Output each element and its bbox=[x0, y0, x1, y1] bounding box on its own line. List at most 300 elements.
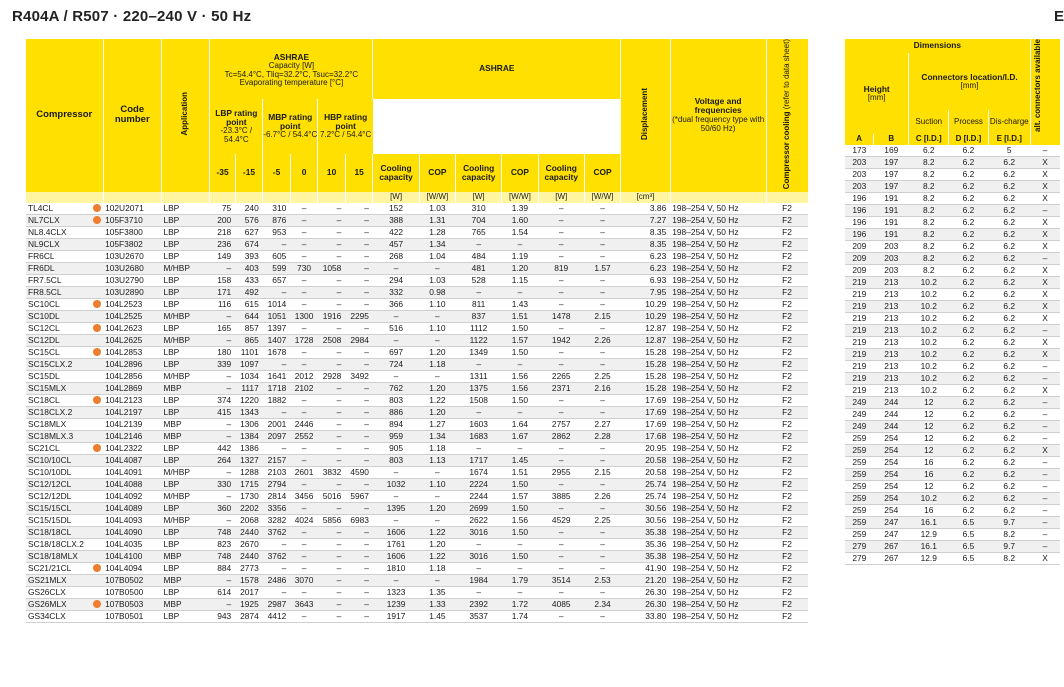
cell-process: 6.2 bbox=[962, 241, 975, 252]
cell-suction: 6.2 bbox=[922, 145, 935, 156]
cell-compressor bbox=[26, 514, 103, 526]
cell-cooling: F2 bbox=[782, 202, 792, 213]
dim-table-row bbox=[845, 313, 1060, 325]
cell-height-a: 203 bbox=[845, 181, 874, 193]
cell-mbp-cop: 1.50 bbox=[511, 346, 529, 357]
cell-application: M/HBP bbox=[163, 514, 190, 525]
cell-height-a: 203 bbox=[845, 157, 874, 169]
cell-application: LBP bbox=[161, 286, 209, 298]
cell-discharge: 6.2 bbox=[1003, 217, 1016, 228]
dim-table-row bbox=[845, 397, 1060, 409]
cell-suction: 10.2 bbox=[909, 301, 949, 313]
cell-temp-minus15: 1578 bbox=[235, 574, 263, 586]
cell-application: MBP bbox=[163, 418, 182, 429]
cell-displacement: 35.36 bbox=[645, 538, 667, 549]
cell-mbp-cop: 1.20 bbox=[502, 262, 538, 274]
cell-voltage: 198–254 V, 50 Hz bbox=[670, 310, 766, 322]
cell-voltage: 198–254 V, 50 Hz bbox=[672, 202, 739, 213]
cell-code: 104L2525 bbox=[103, 310, 161, 322]
cell-discharge: 5 bbox=[1006, 145, 1012, 156]
cell-temp-minus5: 953 bbox=[272, 226, 287, 237]
cell-cooling: F2 bbox=[766, 550, 808, 562]
cell-temp-15: – bbox=[364, 322, 369, 333]
cell-mbp-cooling: 2244 bbox=[469, 490, 488, 501]
cell-lbp-cooling: 1323 bbox=[386, 586, 406, 597]
cell-temp-10: 2508 bbox=[318, 334, 346, 346]
cell-temp-minus15: 1288 bbox=[240, 466, 259, 477]
cell-displacement: 26.30 bbox=[645, 586, 667, 597]
cell-hbp-cop: 1.57 bbox=[584, 262, 620, 274]
cell-temp-minus35: 943 bbox=[217, 610, 232, 621]
table-row bbox=[26, 334, 808, 346]
cell-lbp-cooling: – bbox=[393, 466, 399, 477]
cell-lbp-cooling: – bbox=[393, 370, 399, 381]
cell-temp-0: 1300 bbox=[290, 310, 318, 322]
cell-process: 6.2 bbox=[949, 397, 989, 409]
cell-temp-minus15: 1220 bbox=[240, 394, 259, 405]
cell-alt-connectors: X bbox=[1030, 229, 1060, 241]
cell-suction: 16 bbox=[924, 505, 934, 516]
cell-alt-connectors: – bbox=[1030, 253, 1060, 265]
compressor-name: SC15/15CL bbox=[28, 502, 72, 513]
cell-cooling: F2 bbox=[766, 478, 808, 490]
cell-lbp-cooling: 294 bbox=[389, 274, 404, 285]
cell-code: 104L4035 bbox=[105, 538, 143, 549]
cell-temp-0: – bbox=[290, 478, 318, 490]
cell-temp-minus35: 330 bbox=[210, 478, 235, 490]
header-application: Application bbox=[161, 39, 209, 192]
cell-temp-minus15: 865 bbox=[235, 334, 263, 346]
cell-temp-minus5: 1014 bbox=[267, 298, 287, 309]
cell-lbp-cooling: 762 bbox=[373, 382, 419, 394]
cell-height-a: 249 bbox=[845, 421, 874, 433]
dim-table-row bbox=[845, 145, 1060, 157]
cell-temp-minus15: 615 bbox=[244, 298, 259, 309]
cell-mbp-cop: 1.51 bbox=[502, 310, 538, 322]
cell-code: 103U2790 bbox=[105, 274, 144, 285]
cell-voltage: 198–254 V, 50 Hz bbox=[672, 466, 739, 477]
cell-temp-10: – bbox=[336, 562, 342, 573]
cell-temp-minus5: 3762 bbox=[263, 550, 291, 562]
header-process: Process bbox=[949, 110, 989, 134]
cell-temp-minus5: 310 bbox=[272, 202, 287, 213]
cell-suction: 16.1 bbox=[909, 517, 949, 529]
header-compressor: Compressor bbox=[26, 39, 103, 192]
cell-suction: 16 bbox=[924, 457, 934, 468]
cell-application: M/HBP bbox=[161, 310, 209, 322]
cell-temp-10: – bbox=[318, 406, 346, 418]
cell-discharge: 6.2 bbox=[1003, 265, 1016, 276]
cell-alt-connectors: – bbox=[1030, 517, 1060, 529]
cell-temp-10: – bbox=[318, 238, 346, 250]
compressor-name: SC10/10DL bbox=[28, 466, 72, 477]
cell-cooling: F2 bbox=[782, 514, 792, 525]
cell-temp-10: – bbox=[336, 586, 342, 597]
cell-temp-minus15: 2440 bbox=[235, 550, 263, 562]
compressor-name: FR8.5CL bbox=[28, 286, 62, 297]
cell-temp-10: – bbox=[318, 478, 346, 490]
cell-process: 6.2 bbox=[949, 229, 989, 241]
cell-height-a: 209 bbox=[845, 253, 874, 265]
cell-cooling: F2 bbox=[766, 406, 808, 418]
cell-discharge: 6.2 bbox=[988, 205, 1030, 217]
cell-lbp-cooling: – bbox=[373, 334, 419, 346]
cell-temp-15: – bbox=[364, 418, 369, 429]
cell-hbp-cop: – bbox=[600, 586, 605, 597]
cell-temp-minus5: 1718 bbox=[263, 382, 291, 394]
cell-temp-minus35: – bbox=[226, 514, 232, 525]
cell-cooling: F2 bbox=[766, 334, 808, 346]
cell-temp-0: – bbox=[290, 502, 318, 514]
cell-lbp-cooling: 1395 bbox=[373, 502, 419, 514]
cell-lbp-cooling: 332 bbox=[373, 286, 419, 298]
cell-temp-0: – bbox=[290, 454, 318, 466]
cell-mbp-cooling: 837 bbox=[456, 310, 502, 322]
cell-suction: 12.9 bbox=[920, 553, 937, 564]
header-suction: Suction bbox=[909, 110, 949, 134]
cell-temp-minus35: 158 bbox=[217, 274, 232, 285]
table-row bbox=[26, 394, 808, 406]
cell-application: LBP bbox=[163, 610, 180, 621]
cell-application: M/HBP bbox=[163, 490, 190, 501]
cell-height-a: 219 bbox=[845, 325, 874, 337]
cell-temp-minus5: – bbox=[263, 238, 291, 250]
cell-code: 104L2856 bbox=[105, 370, 143, 381]
cell-temp-minus35: 75 bbox=[221, 202, 232, 213]
cell-temp-10: – bbox=[336, 298, 342, 309]
cell-code: 104L2197 bbox=[103, 406, 161, 418]
cell-code: 107B0503 bbox=[103, 598, 161, 610]
compressor-name: SC15CLX.2 bbox=[28, 358, 73, 369]
cell-temp-10: – bbox=[318, 382, 346, 394]
cell-discharge: 9.7 bbox=[988, 541, 1030, 553]
cell-temp-minus5: 2001 bbox=[267, 418, 287, 429]
table-row bbox=[26, 262, 808, 274]
cell-mbp-cooling: – bbox=[456, 286, 502, 298]
cell-lbp-cop: 1.20 bbox=[429, 346, 446, 357]
new-model-dot-icon bbox=[93, 216, 101, 224]
cell-discharge: 6.2 bbox=[1003, 193, 1016, 204]
cell-displacement: 15.28 bbox=[621, 358, 671, 370]
cell-process: 6.2 bbox=[949, 253, 989, 265]
cell-temp-minus35: 442 bbox=[217, 442, 232, 453]
cell-mbp-cooling: 3537 bbox=[469, 610, 488, 621]
cell-height-a: 259 bbox=[852, 433, 867, 444]
cell-cooling: F2 bbox=[782, 322, 792, 333]
cell-voltage: 198–254 V, 50 Hz bbox=[672, 298, 739, 309]
cell-voltage: 198–254 V, 50 Hz bbox=[672, 610, 739, 621]
cell-lbp-cop: 1.18 bbox=[429, 562, 446, 573]
cell-application: LBP bbox=[163, 322, 180, 333]
cell-temp-15: – bbox=[364, 562, 369, 573]
table-row bbox=[26, 466, 808, 478]
cell-height-b: 244 bbox=[874, 421, 909, 433]
cell-height-a: 219 bbox=[845, 373, 874, 385]
cell-compressor bbox=[26, 250, 103, 262]
cell-hbp-cooling: – bbox=[538, 550, 584, 562]
cell-lbp-cop: 1.20 bbox=[419, 382, 455, 394]
new-model-dot-icon bbox=[93, 324, 101, 332]
cell-height-a: 219 bbox=[845, 301, 874, 313]
cell-temp-minus15: 393 bbox=[244, 250, 259, 261]
cell-alt-connectors: – bbox=[1030, 373, 1060, 385]
cell-cooling: F2 bbox=[782, 370, 792, 381]
new-model-dot-icon bbox=[93, 600, 101, 608]
cell-compressor bbox=[26, 203, 103, 215]
compressor-name: FR7.5CL bbox=[28, 274, 62, 285]
cell-temp-minus15: 1097 bbox=[235, 358, 263, 370]
cell-height-b: 213 bbox=[884, 337, 899, 348]
cell-displacement: 6.93 bbox=[649, 274, 667, 285]
cell-lbp-cooling: 886 bbox=[373, 406, 419, 418]
cell-temp-0: – bbox=[290, 238, 318, 250]
cell-displacement: 20.58 bbox=[645, 466, 667, 477]
cell-temp-10: – bbox=[336, 442, 342, 453]
cell-temp-minus35: 180 bbox=[217, 346, 232, 357]
compressor-name: SC18/18MLX bbox=[28, 550, 78, 561]
cell-cooling: F2 bbox=[766, 358, 808, 370]
cell-temp-minus35: – bbox=[226, 418, 232, 429]
cell-alt-connectors: X bbox=[1042, 313, 1048, 324]
cell-temp-minus35: 116 bbox=[217, 298, 232, 309]
cell-discharge: 6.2 bbox=[1003, 433, 1016, 444]
cell-process: 6.2 bbox=[962, 265, 975, 276]
cell-hbp-cooling: 2862 bbox=[538, 430, 584, 442]
cell-temp-0: – bbox=[301, 394, 307, 405]
cell-height-a: 219 bbox=[845, 349, 874, 361]
cell-displacement: 8.35 bbox=[649, 226, 667, 237]
cell-mbp-cop: 1.50 bbox=[502, 502, 538, 514]
cell-voltage: 198–254 V, 50 Hz bbox=[670, 238, 766, 250]
cell-temp-minus5: 2814 bbox=[267, 490, 287, 501]
compressor-name: SC10DL bbox=[28, 310, 60, 321]
cell-application: LBP bbox=[163, 442, 180, 453]
cell-height-a: 259 bbox=[845, 469, 874, 481]
table-row bbox=[26, 250, 808, 262]
cell-temp-0: – bbox=[301, 226, 307, 237]
cell-process: 6.2 bbox=[962, 409, 975, 420]
cell-lbp-cop: 1.33 bbox=[419, 598, 455, 610]
cell-temp-15: – bbox=[345, 214, 373, 226]
cell-compressor bbox=[26, 346, 103, 358]
compressor-name: SC12DL bbox=[28, 334, 60, 345]
dim-table-row bbox=[845, 469, 1060, 481]
cell-process: 6.2 bbox=[962, 505, 975, 516]
cell-temp-0: – bbox=[301, 322, 307, 333]
cell-compressor bbox=[26, 586, 103, 598]
cell-displacement: 35.38 bbox=[621, 550, 671, 562]
cell-temp-minus5: 2987 bbox=[263, 598, 291, 610]
cell-mbp-cooling: 310 bbox=[471, 202, 486, 213]
cell-mbp-cooling: 1717 bbox=[456, 454, 502, 466]
cell-temp-minus35: – bbox=[226, 370, 232, 381]
cell-height-b: 191 bbox=[874, 205, 909, 217]
cell-displacement: 15.28 bbox=[645, 346, 667, 357]
dim-table-row bbox=[845, 493, 1060, 505]
cell-application: MBP bbox=[161, 550, 209, 562]
cell-temp-10: – bbox=[336, 226, 342, 237]
cell-temp-0: – bbox=[290, 214, 318, 226]
cell-suction: 10.2 bbox=[920, 385, 937, 396]
cell-temp-minus15: 1343 bbox=[235, 406, 263, 418]
cell-displacement: 33.80 bbox=[645, 610, 667, 621]
cell-temp-10: – bbox=[336, 610, 342, 621]
cell-code: 103U2680 bbox=[103, 262, 161, 274]
cell-cooling: F2 bbox=[766, 598, 808, 610]
dim-table-row bbox=[845, 337, 1060, 349]
table-row bbox=[26, 550, 808, 562]
dim-table-row bbox=[845, 169, 1060, 181]
cell-suction: 12 bbox=[924, 433, 934, 444]
cell-hbp-cop: 2.15 bbox=[584, 310, 620, 322]
cell-temp-minus5: 599 bbox=[263, 262, 291, 274]
cell-voltage: 198–254 V, 50 Hz bbox=[670, 478, 766, 490]
cell-discharge: 6.2 bbox=[988, 229, 1030, 241]
cell-temp-minus5: – bbox=[281, 442, 287, 453]
cell-temp-0: – bbox=[301, 562, 307, 573]
unit-mbp-w: [W] bbox=[456, 192, 502, 203]
cell-temp-10: – bbox=[336, 322, 342, 333]
cell-hbp-cop: 2.26 bbox=[584, 334, 620, 346]
cell-mbp-cooling: 1603 bbox=[469, 418, 488, 429]
cell-temp-15: – bbox=[345, 478, 373, 490]
header-code-number: Code number bbox=[103, 39, 161, 192]
cell-temp-15: – bbox=[345, 526, 373, 538]
compressor-table bbox=[26, 39, 808, 623]
cell-compressor bbox=[26, 478, 103, 490]
page-title: R404A / R507 · 220–240 V · 50 Hz bbox=[12, 8, 252, 25]
cell-code: 104L4087 bbox=[103, 454, 161, 466]
cell-lbp-cop: 1.28 bbox=[429, 226, 446, 237]
cell-mbp-cop: 1.50 bbox=[502, 550, 538, 562]
cell-process: 6.2 bbox=[962, 337, 975, 348]
cell-temp-0: – bbox=[301, 274, 307, 285]
compressor-name: SC10/10CL bbox=[28, 454, 72, 465]
cell-temp-minus5: 1882 bbox=[267, 394, 287, 405]
cell-temp-minus15: 644 bbox=[235, 310, 263, 322]
dim-table-row bbox=[845, 289, 1060, 301]
cell-voltage: 198–254 V, 50 Hz bbox=[672, 394, 739, 405]
table-row bbox=[26, 562, 808, 574]
header-voltage-sub: (*dual frequency type with 50/60 Hz) bbox=[672, 114, 765, 133]
cell-hbp-cooling: – bbox=[558, 202, 564, 213]
cell-height-a: 249 bbox=[852, 409, 867, 420]
cell-process: 6.5 bbox=[949, 517, 989, 529]
cell-temp-minus15: 2670 bbox=[240, 538, 259, 549]
table-row bbox=[26, 346, 808, 358]
cell-temp-0: – bbox=[290, 526, 318, 538]
cell-temp-10: – bbox=[318, 550, 346, 562]
dim-table-row bbox=[845, 265, 1060, 277]
table-row bbox=[26, 298, 808, 310]
cell-alt-connectors: – bbox=[1042, 529, 1048, 540]
cell-height-b: 203 bbox=[874, 253, 909, 265]
cell-alt-connectors: – bbox=[1030, 421, 1060, 433]
cell-height-b: 254 bbox=[874, 469, 909, 481]
cell-suction: 16.1 bbox=[909, 541, 949, 553]
header-lbp-cop: COP bbox=[419, 154, 455, 191]
cell-process: 6.2 bbox=[949, 157, 989, 169]
cell-compressor bbox=[26, 238, 103, 250]
dim-table-row bbox=[845, 409, 1060, 421]
cell-displacement: 20.58 bbox=[621, 454, 671, 466]
header-hbp-cooling: Cooling capacity bbox=[538, 154, 584, 191]
cell-mbp-cop: – bbox=[517, 442, 523, 453]
cell-height-a: 259 bbox=[852, 481, 867, 492]
cell-height-a: 219 bbox=[845, 277, 874, 289]
cell-code: 104L4091 bbox=[105, 466, 143, 477]
cell-compressor bbox=[26, 502, 103, 514]
cell-temp-minus15: 857 bbox=[244, 322, 259, 333]
cell-mbp-cooling: 481 bbox=[456, 262, 502, 274]
cell-compressor bbox=[26, 310, 103, 322]
cell-compressor bbox=[26, 562, 103, 574]
cell-compressor bbox=[26, 226, 103, 238]
dim-table-row bbox=[845, 253, 1060, 265]
cell-temp-15: – bbox=[345, 358, 373, 370]
cell-mbp-cooling: 3016 bbox=[456, 526, 502, 538]
cell-temp-minus5: 1641 bbox=[267, 370, 287, 381]
cell-temp-0: 2446 bbox=[294, 418, 314, 429]
dim-table-row bbox=[845, 325, 1060, 337]
cell-temp-0: 4024 bbox=[294, 514, 314, 525]
cell-temp-10: 1916 bbox=[318, 310, 346, 322]
cell-lbp-cooling: – bbox=[393, 514, 399, 525]
cell-lbp-cooling: 457 bbox=[373, 238, 419, 250]
dim-table-row bbox=[845, 217, 1060, 229]
cell-mbp-cooling: 2699 bbox=[456, 502, 502, 514]
cell-lbp-cooling: 1606 bbox=[373, 550, 419, 562]
cell-code: 104L2322 bbox=[105, 442, 143, 453]
dim-table-row bbox=[845, 193, 1060, 205]
cell-displacement: 10.29 bbox=[645, 298, 667, 309]
cell-temp-15: – bbox=[345, 598, 373, 610]
cell-temp-10: – bbox=[336, 538, 342, 549]
cell-application: LBP bbox=[161, 454, 209, 466]
cell-lbp-cop: 1.18 bbox=[429, 442, 446, 453]
cell-mbp-cop: – bbox=[502, 358, 538, 370]
cell-mbp-cop: 1.50 bbox=[502, 526, 538, 538]
cell-temp-15: – bbox=[364, 298, 369, 309]
compressor-name: GS21MLX bbox=[28, 574, 67, 585]
cell-voltage: 198–254 V, 50 Hz bbox=[672, 322, 739, 333]
cell-temp-minus5: 3356 bbox=[263, 502, 291, 514]
cell-alt-connectors: X bbox=[1042, 193, 1048, 204]
table-row bbox=[26, 370, 808, 382]
dim-table-row bbox=[845, 361, 1060, 373]
cell-lbp-cooling: – bbox=[393, 490, 399, 501]
cell-temp-15: – bbox=[364, 538, 369, 549]
cell-code: 104L2146 bbox=[103, 430, 161, 442]
cell-alt-connectors: – bbox=[1042, 145, 1048, 156]
cell-voltage: 198–254 V, 50 Hz bbox=[672, 586, 739, 597]
cell-compressor bbox=[26, 322, 103, 334]
cell-temp-0: – bbox=[301, 298, 307, 309]
cell-mbp-cooling: 1311 bbox=[469, 370, 488, 381]
cell-cooling: F2 bbox=[766, 286, 808, 298]
cell-hbp-cooling: 2757 bbox=[551, 418, 571, 429]
cell-code: 104L2623 bbox=[105, 322, 143, 333]
cell-hbp-cooling: – bbox=[538, 406, 584, 418]
cell-compressor bbox=[26, 550, 103, 562]
cell-code: 103U2890 bbox=[103, 286, 161, 298]
header-height: Height [mm] bbox=[845, 53, 909, 134]
dim-table-row bbox=[845, 301, 1060, 313]
cell-suction: 8.2 bbox=[922, 265, 935, 276]
cell-compressor bbox=[26, 466, 103, 478]
table-row bbox=[26, 203, 808, 215]
cell-suction: 8.2 bbox=[922, 241, 935, 252]
